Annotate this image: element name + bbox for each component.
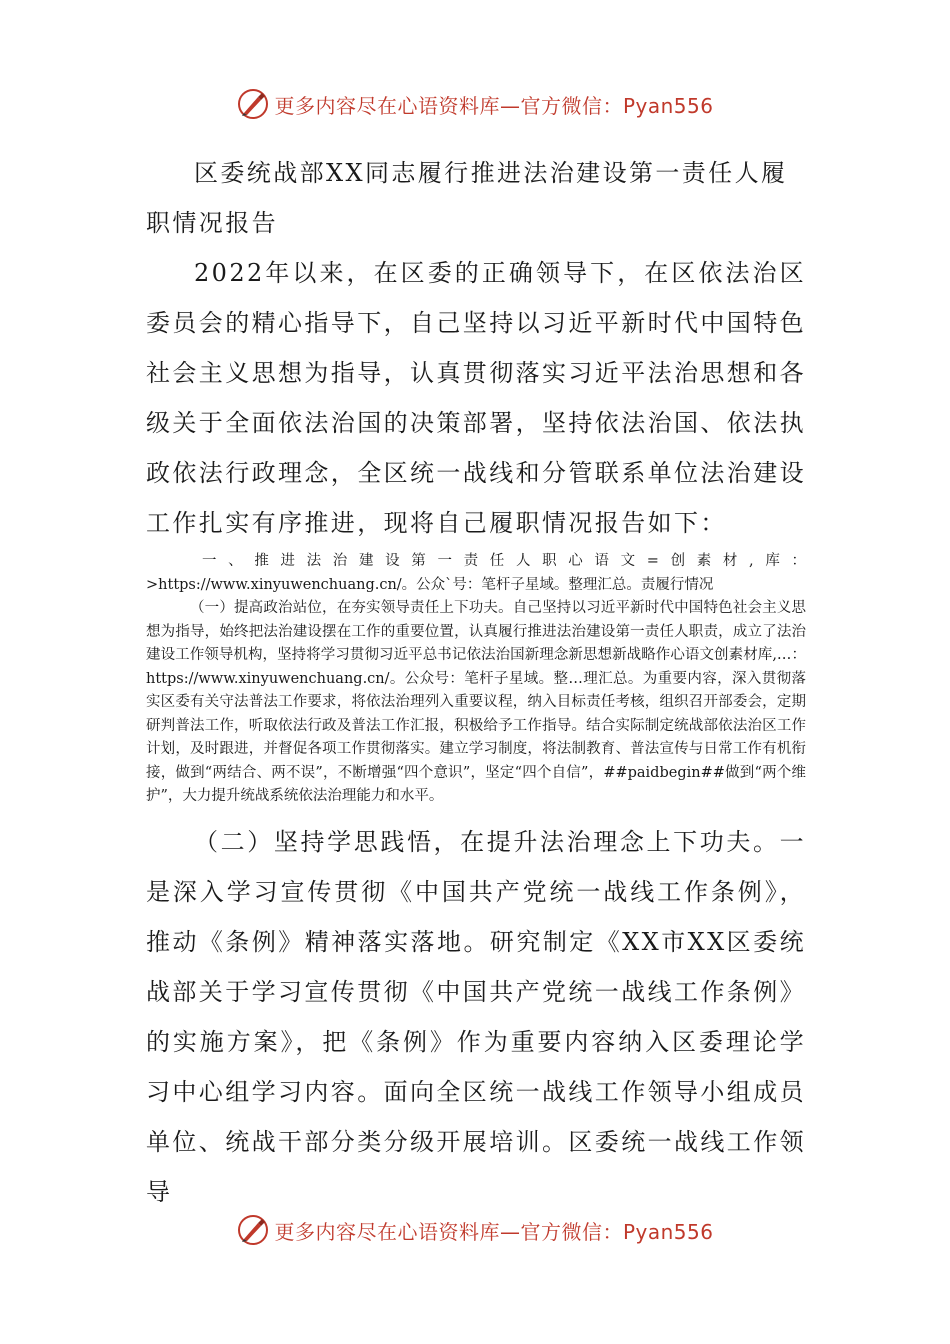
document-title: 区委统战部XX同志履行推进法治建设第一责任人履职情况报告	[146, 159, 788, 237]
section1-heading: 一、推进法治建设第一责任人职心语文=创素材,库：>https://www.xinyuwenchuang.cn/。公众`号：笔杆子星域。整理汇总。责履行情况	[146, 553, 806, 593]
section1-paragraph-2: （二）坚持学思践悟，在提升法治理念上下功夫。一是深入学习宣传贯彻《中国共产党统一战线工作条例》，推动《条例》精神落实落地。研究制定《XX市XX区委统战部关于学习宣传贯彻《中国共产党统一战线工作条例》的实施方案》，把《条例》作为重要内容纳入区委理论学习中心组学习内容。面向全区统一战线工作领导小组成员单位、统战干部分类分级开展培训。区委统一战线工作领导	[146, 827, 806, 1206]
header-banner-text: 更多内容尽在心语资料库—官方微信：Pyan556	[274, 93, 714, 118]
pen-logo-icon	[236, 1213, 270, 1247]
footer-banner	[0, 1210, 950, 1250]
pen-logo-icon	[236, 87, 270, 121]
document-body	[146, 148, 806, 1217]
footer-banner-text: 更多内容尽在心语资料库—官方微信：Pyan556	[274, 1219, 714, 1244]
section1-paragraph-1: （一）提高政治站位，在夯实领导责任上下功夫。自己坚持以习近平新时代中国特色社会主义思想为指导，始终把法治建设摆在工作的重要位置，认真履行推进法治建设第一责任人职责，成立了法治建设工作领导机构，坚持将学习贯彻习近平总书记依法治国新理念新思想新战略作心语文创素材库,…：https://www.xinyuwenchuang.cn/。公众号：笔杆子星域。整…理汇总。为重要内容，深入贯彻落实区委有关守法普法工作要求，将依法治理列入重要议程，纳入目标责任考核，组织召开部委会，定期研判普法工作，听取依法行政及普法工作汇报，积极给予工作指导。结合实际制定统战部依法治区工作计划，及时跟进，并督促各项工作贯彻落实。建立学习制度，将法制教育、普法宣传与日常工作有机衔接，做到“两结合、两不误”，不断增强“四个意识”，坚定“四个自信”，##paidbegin##做到“两个维护”，大力提升统战系统依法治理能力和水平。	[146, 600, 806, 804]
header-banner	[0, 84, 950, 124]
intro-paragraph: 2022年以来，在区委的正确领导下，在区依法治区委员会的精心指导下，自己坚持以习近平新时代中国特色社会主义思想为指导，认真贯彻落实习近平法治思想和各级关于全面依法治国的决策部署，坚持依法治国、依法执政依法行政理念，全区统一战线和分管联系单位法治建设工作扎实有序推进，现将自己履职情况报告如下：	[146, 259, 806, 537]
